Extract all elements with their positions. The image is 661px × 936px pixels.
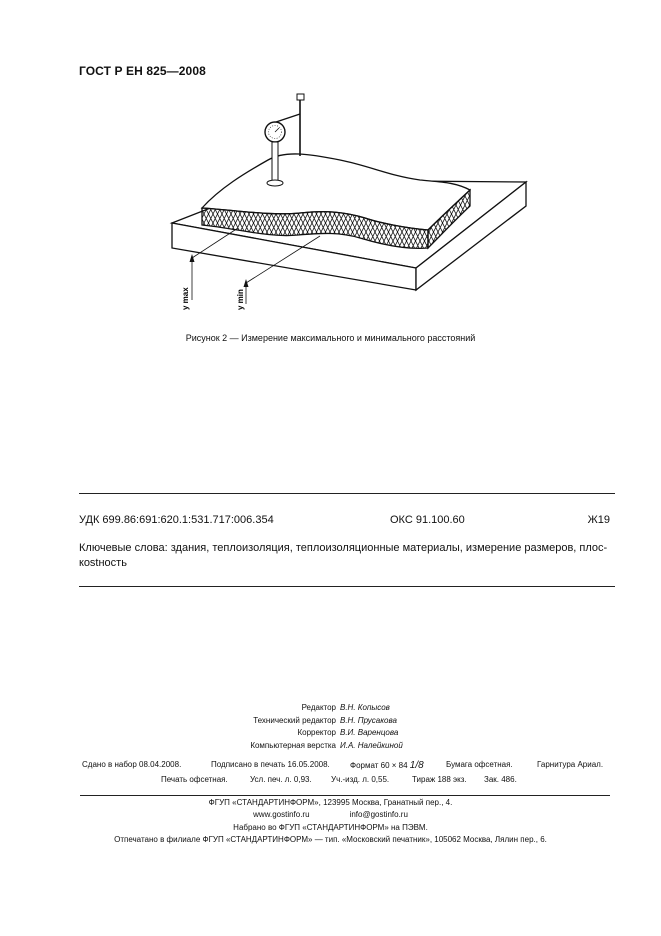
publisher-printed: Отпечатано в филиале ФГУП «СТАНДАРТИНФОРМ» — тип. «Московский печатник», 105062 Москва, Лялин пер., 6.	[114, 834, 547, 844]
publisher-website[interactable]: www.gostinfo.ru	[253, 810, 310, 820]
publisher-email[interactable]: info@gostinfo.ru	[349, 810, 408, 820]
pub-sheets: Уч.-изд. л. 0,55.	[331, 775, 390, 784]
order-number: Зак. 486.	[484, 775, 517, 784]
label-y-min: y min	[236, 289, 245, 310]
keywords	[79, 541, 610, 570]
credit-name: В.Н. Прусакова	[340, 715, 397, 725]
font-type: Гарнитура Ариал.	[537, 760, 604, 769]
format	[350, 760, 424, 771]
category-code: Ж19	[587, 514, 610, 526]
udk-code: УДК 699.86:691:620.1:531.717:006.354	[79, 514, 274, 526]
credit-row	[0, 702, 661, 715]
keywords-label: Ключевые слова:	[79, 542, 168, 554]
credit-role: Редактор	[301, 703, 336, 712]
credit-row	[0, 715, 661, 728]
print-run: Тираж 188 экз.	[412, 775, 467, 784]
credit-role: Компьютерная верстка	[250, 740, 336, 750]
credit-role: Корректор	[297, 728, 336, 737]
sign-date: Подписано в печать 16.05.2008.	[211, 760, 330, 769]
publisher-typeset: Набрано во ФГУП «СТАНДАРТИНФОРМ» на ПЭВМ.	[233, 822, 428, 832]
oks-code: ОКС 91.100.60	[390, 514, 465, 526]
publisher-address: ФГУП «СТАНДАРТИНФОРМ», 123995 Москва, Гранатный пер., 4.	[208, 798, 453, 807]
format-fraction: 1/8	[409, 760, 424, 771]
credit-row	[0, 740, 661, 753]
page-header-title: ГОСТ Р ЕН 825—2008	[79, 64, 206, 78]
divider-publisher	[80, 795, 610, 796]
sheets: Усл. печ. л. 0,93.	[250, 775, 312, 784]
credit-role: Технический редактор	[253, 715, 336, 725]
credit-row	[0, 727, 661, 740]
publisher-block	[0, 797, 661, 846]
credit-name: В.Н. Копысов	[340, 703, 390, 712]
label-y-max: y max	[181, 287, 190, 310]
format-label: Формат 60 × 84	[350, 761, 408, 770]
paper-type: Бумага офсетная.	[446, 760, 513, 769]
divider-bottom	[79, 586, 615, 587]
publisher-contacts	[0, 809, 661, 821]
set-date: Сдано в набор 08.04.2008.	[82, 760, 182, 769]
figure-caption: Рисунок 2 — Измерение максимального и минимального расстояний	[185, 333, 476, 343]
measurement-figure	[150, 88, 540, 318]
divider-top	[79, 493, 615, 494]
credit-name: В.И. Варенцова	[340, 728, 399, 737]
credits-block	[0, 702, 661, 752]
credit-name: И.А. Налейкиной	[340, 740, 403, 750]
printing-type: Печать офсетная.	[161, 775, 228, 784]
keywords-text: здания, теплоизоляция, теплоизоляционные материалы, измерение размеров, плос-кostность	[79, 542, 608, 569]
